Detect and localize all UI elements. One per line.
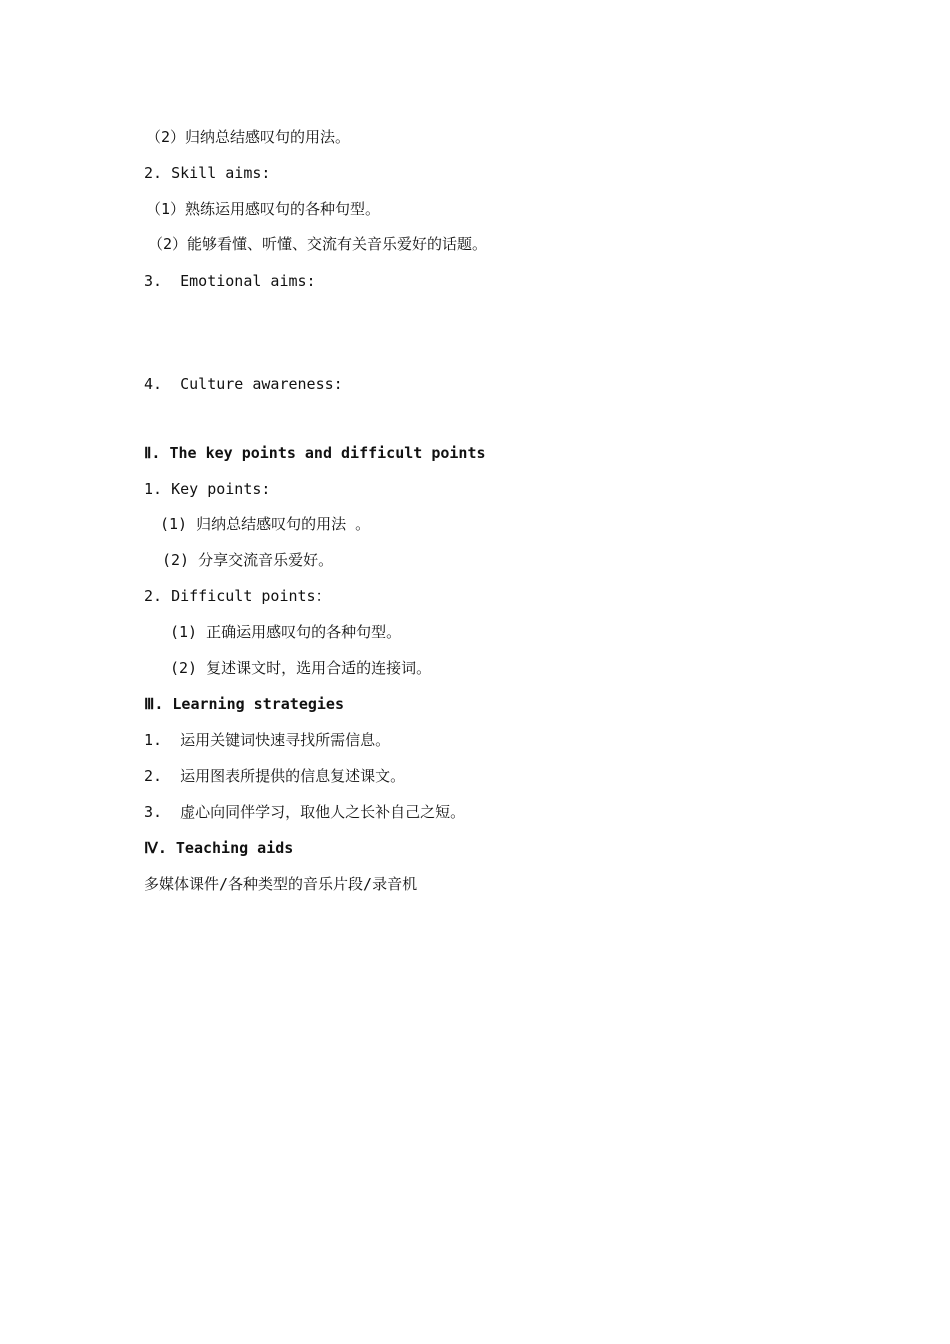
emotional-aims-heading: 3. Emotional aims: bbox=[144, 272, 316, 290]
skill-aim-item-2: （2）能够看懂、听懂、交流有关音乐爱好的话题。 bbox=[148, 235, 488, 253]
key-point-2: (2) 分享交流音乐爱好。 bbox=[162, 551, 334, 569]
difficult-point-2: (2) 复述课文时，选用合适的连接词。 bbox=[170, 659, 432, 677]
section-3-heading: Ⅲ. Learning strategies bbox=[144, 695, 344, 713]
learning-strategy-3: 3. 虚心向同伴学习，取他人之长补自己之短。 bbox=[144, 803, 466, 821]
section-2-heading: Ⅱ. The key points and difficult points bbox=[144, 444, 486, 462]
difficult-points-heading: 2. Difficult points： bbox=[144, 587, 331, 605]
skill-aim-item-1: （1）熟练运用感叹句的各种句型。 bbox=[146, 200, 381, 218]
key-points-heading: 1. Key points: bbox=[144, 480, 271, 498]
learning-strategy-1: 1. 运用关键词快速寻找所需信息。 bbox=[144, 731, 391, 749]
difficult-point-1: (1) 正确运用感叹句的各种句型。 bbox=[170, 623, 402, 641]
skill-aims-heading: 2. Skill aims: bbox=[144, 164, 271, 182]
culture-awareness-heading: 4. Culture awareness: bbox=[144, 375, 343, 393]
knowledge-aim-item-2: （2）归纳总结感叹句的用法。 bbox=[146, 128, 351, 146]
key-point-1: (1) 归纳总结感叹句的用法 。 bbox=[160, 515, 371, 533]
learning-strategy-2: 2. 运用图表所提供的信息复述课文。 bbox=[144, 767, 406, 785]
section-4-heading: Ⅳ. Teaching aids bbox=[144, 839, 294, 857]
teaching-aids-content: 多媒体课件/各种类型的音乐片段/录音机 bbox=[144, 875, 418, 893]
